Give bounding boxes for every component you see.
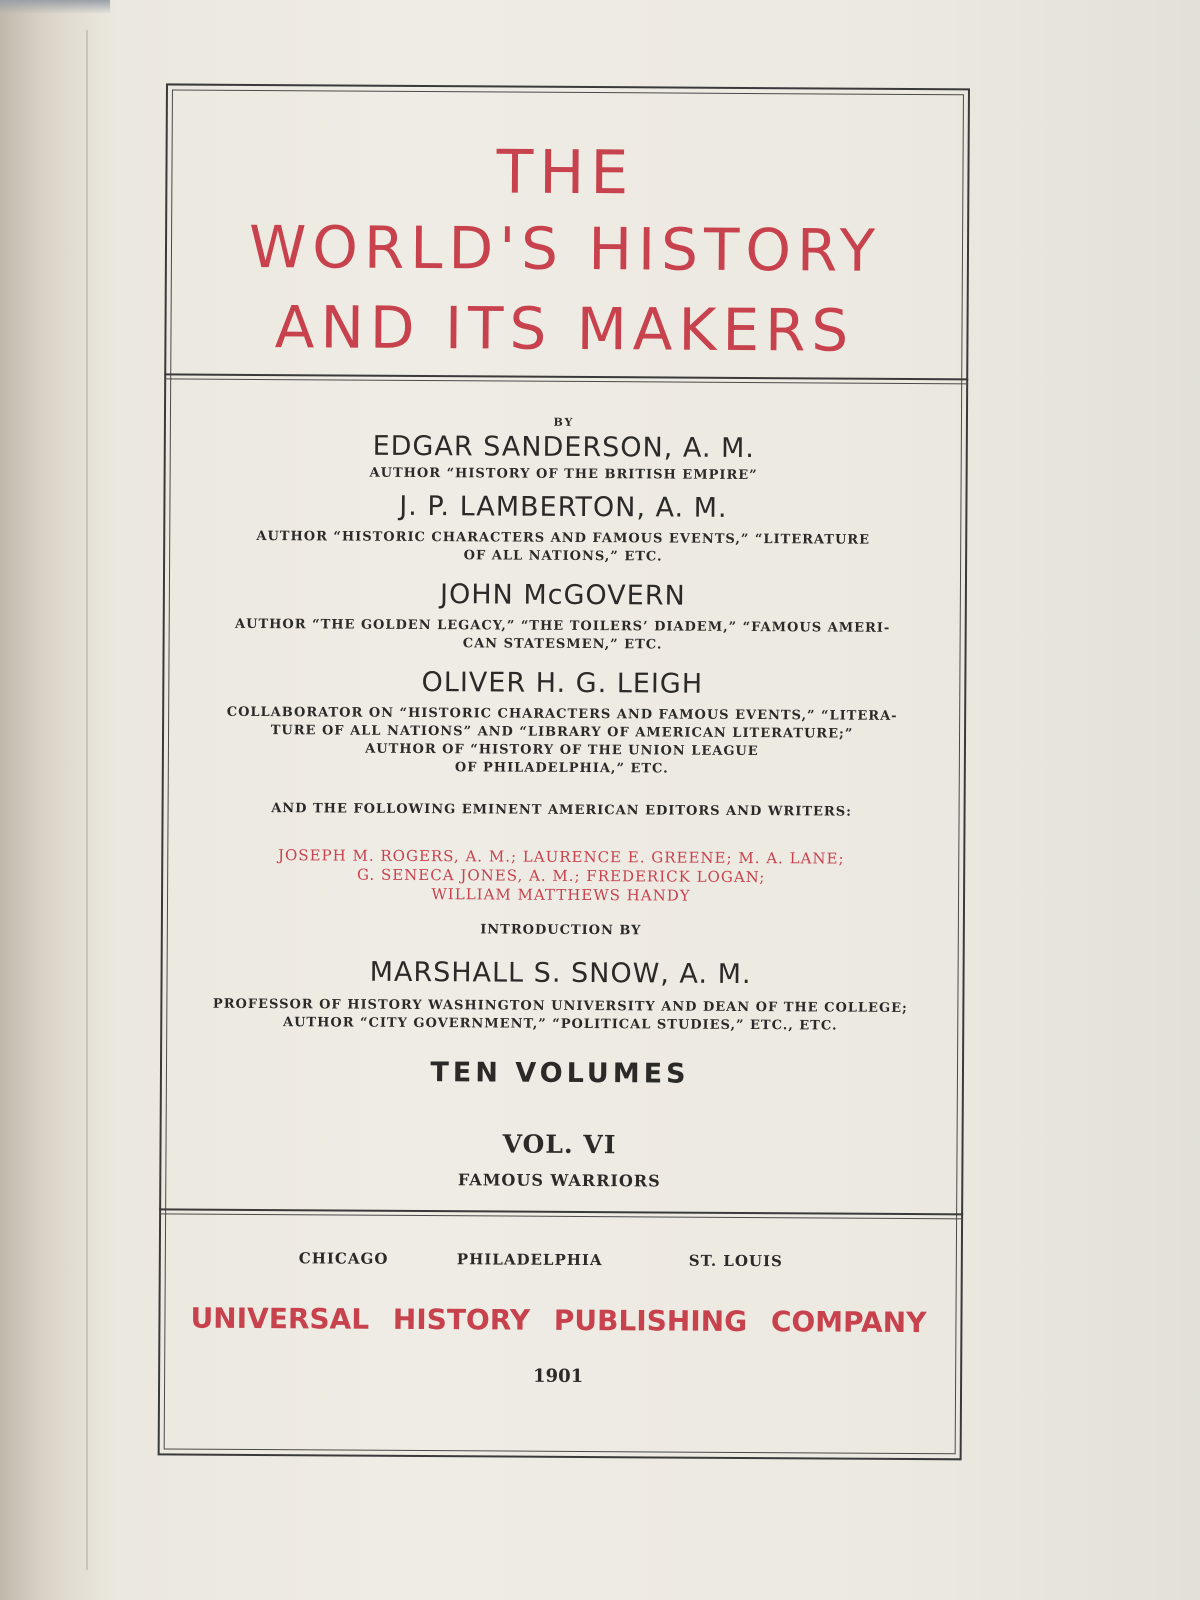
gutter-fold: [86, 30, 88, 1570]
editors-line-1: JOSEPH M. ROGERS, A. M.; LAURENCE E. GREENE; M. A. LANE;: [277, 846, 845, 868]
title-line-3: AND ITS MAKERS: [274, 293, 855, 365]
author-name-4: OLIVER H. G. LEIGH: [421, 667, 704, 700]
author-credit-1-1: AUTHOR “HISTORY OF THE BRITISH EMPIRE”: [369, 465, 758, 484]
introducer-name: MARSHALL S. SNOW, A. M.: [369, 956, 752, 991]
introducer-credit-2: AUTHOR “CITY GOVERNMENT,” “POLITICAL STUDIES,” ETC., ETC.: [282, 1015, 838, 1034]
author-credit-4-2: TURE OF ALL NATIONS” AND “LIBRARY OF AMERICAN LITERATURE;”: [270, 723, 854, 742]
book-gutter: [0, 0, 95, 1600]
volumes-label: TEN VOLUMES: [430, 1057, 690, 1090]
volume-number: VOL. VI: [502, 1129, 617, 1160]
author-credit-2-2: OF ALL NATIONS,” ETC.: [463, 548, 663, 565]
title-page: [188, 84, 976, 1459]
author-credit-4-3: AUTHOR OF “HISTORY OF THE UNION LEAGUE: [365, 741, 759, 760]
author-credit-3-1: AUTHOR “THE GOLDEN LEGACY,” “THE TOILERS’ DIADEM,” “FAMOUS AMERI-: [235, 616, 891, 636]
introduction-label: INTRODUCTION BY: [480, 922, 642, 939]
by-label: BY: [553, 415, 575, 429]
publication-year: 1901: [532, 1365, 584, 1388]
publisher-name: UNIVERSAL HISTORY PUBLISHING COMPANY: [190, 1301, 927, 1340]
city-philadelphia: PHILADELPHIA: [456, 1250, 603, 1270]
author-name-1: EDGAR SANDERSON, A. M.: [372, 430, 756, 465]
author-credit-4-1: COLLABORATOR ON “HISTORIC CHARACTERS AND FAMOUS EVENTS,” “LITERA-: [226, 704, 898, 724]
title-line-2: WORLD'S HISTORY: [248, 212, 882, 285]
introducer-credit-1: PROFESSOR OF HISTORY WASHINGTON UNIVERSITY AND DEAN OF THE COLLEGE;: [212, 996, 908, 1016]
editors-line-3: WILLIAM MATTHEWS HANDY: [431, 885, 691, 905]
author-credit-4-4: OF PHILADELPHIA,” ETC.: [454, 760, 669, 777]
title-line-1: THE: [496, 137, 635, 209]
editors-line-2: G. SENECA JONES, A. M.; FREDERICK LOGAN;: [356, 865, 766, 887]
author-name-2: J. P. LAMBERTON, A. M.: [399, 490, 728, 524]
author-credit-2-1: AUTHOR “HISTORIC CHARACTERS AND FAMOUS EVENTS,” “LITERATURE: [256, 528, 871, 548]
city-chicago: CHICAGO: [298, 1249, 389, 1268]
volume-subtitle: FAMOUS WARRIORS: [457, 1170, 661, 1191]
author-credit-3-2: CAN STATESMEN,” ETC.: [462, 636, 663, 653]
adjacent-page-corner: [0, 0, 110, 14]
editors-intro: AND THE FOLLOWING EMINENT AMERICAN EDITORS AND WRITERS:: [271, 801, 852, 820]
city-st-louis: ST. LOUIS: [688, 1251, 783, 1271]
author-name-3: JOHN McGOVERN: [439, 579, 686, 612]
